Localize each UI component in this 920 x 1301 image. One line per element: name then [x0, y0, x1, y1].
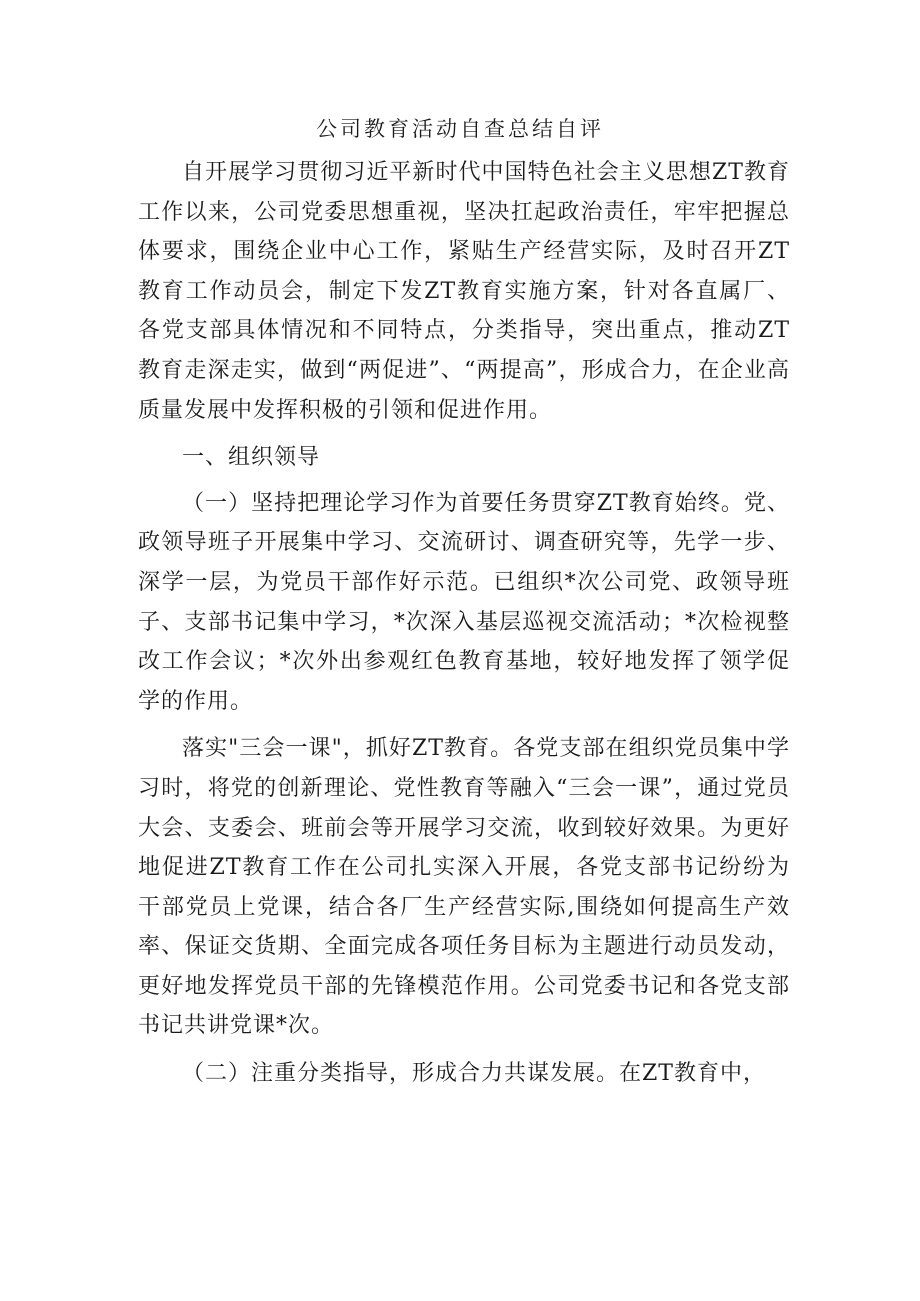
body-paragraph: 落实"三会一课"，抓好ZT教育。各党支部在组织党员集中学习时，将党的创新理论、党性教育等融入“三会一课”，通过党员大会、支委会、班前会等开展学习交流，收到较好效果。为更好地促进ZT教育工作在公司扎实深入开展，各党支部书记纷纷为干部党员上党课，结合各厂生产经营实际,围绕如何提高生产效率、保证交货期、全面完成各项任务目标为主题进行动员发动，更好地发挥党员干部的先锋模范作用。公司党委书记和各党支部书记共讲党课*次。	[138, 736, 790, 1039]
document-body	[138, 153, 790, 1102]
subsection-paragraph: （一）坚持把理论学习作为首要任务贯穿ZT教育始终。党、政领导班子开展集中学习、交流研讨、调查研究等，先学一步、深学一层，为党员干部作好示范。已组织*次公司党、政领导班子、支部书记集中学习，*次深入基层巡视交流活动；*次检视整改工作会议；*次外出参观红色教育基地，较好地发挥了领学促学的作用。	[138, 490, 790, 714]
intro-paragraph: 自开展学习贯彻习近平新时代中国特色社会主义思想ZT教育工作以来，公司党委思想重视，坚决扛起政治责任，牢牢把握总体要求，围绕企业中心工作，紧贴生产经营实际，及时召开ZT教育工作动员会，制定下发ZT教育实施方案，针对各直属厂、各党支部具体情况和不同特点，分类指导，突出重点，推动ZT教育走深走实，做到“两促进”、“两提高”，形成合力，在企业高质量发展中发挥积极的引领和促进作用。	[138, 160, 790, 423]
document-title: 公司教育活动自查总结自评	[316, 117, 604, 141]
section-heading: 一、组织领导	[182, 445, 321, 471]
subsection-paragraph: （二）注重分类指导，形成合力共谋发展。在ZT教育中，	[182, 1061, 766, 1087]
